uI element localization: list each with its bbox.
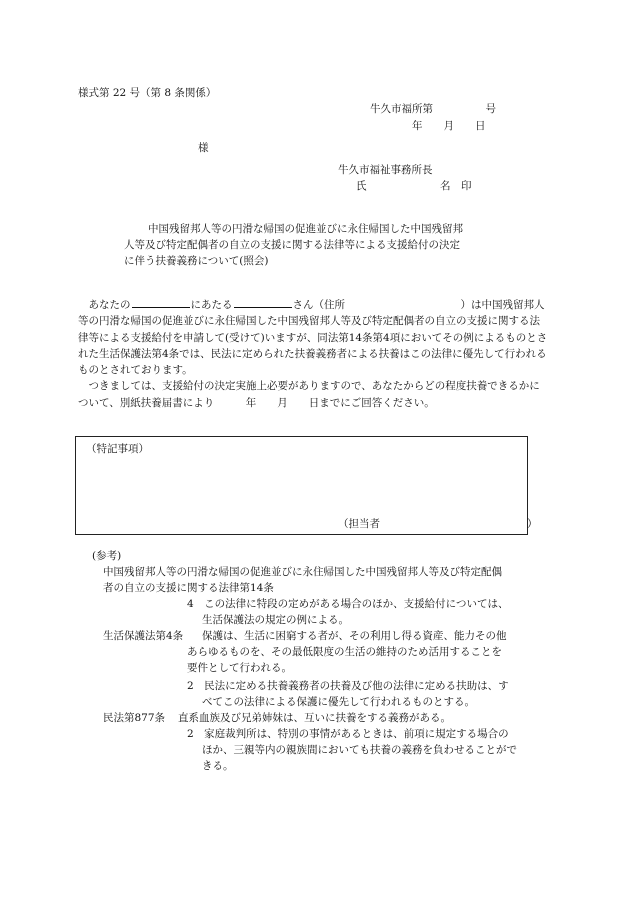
contact-person: （担当者 ）: [338, 518, 538, 530]
reference-heading: (参考): [92, 550, 122, 562]
title-line: に伴う扶養義務について(照会): [124, 255, 269, 267]
addressee: 様: [198, 142, 209, 154]
issue-date: 年 月 日: [412, 120, 486, 132]
reference-line: 2 民法に定める扶養義務者の扶養及び他の法律に定める扶助は、す: [187, 680, 509, 692]
reference-line: 者の自立の支援に関する法律第14条: [103, 582, 274, 594]
title-line: 中国残留邦人等の円滑な帰国の促進並びに永住帰国した中国残留邦: [148, 223, 463, 235]
reference-law-name: 生活保護法第4条: [103, 630, 184, 642]
reference-line: ほか、三親等内の親族間においても扶養の義務を負わせることがで: [202, 744, 517, 756]
form-number: 様式第 22 号（第 8 条関係）: [78, 87, 217, 99]
reference-line: 生活保護法の規定の例による。: [202, 614, 349, 626]
special-notes-label: （特記事項）: [86, 443, 149, 455]
reference-line: べてこの法律による保護に優先して行われるものとする。: [202, 696, 475, 708]
body-text-1: さん（住所 ）は中国残留邦人等の円滑な帰国の促進並びに永住帰国した中国残留邦人等及び特定配偶者の自立の支援に関する法律等による支援給付を申請して(受けて)いますが、同法第14条第4項においてその例によるものとされた生活保護法第4条では、民法に定められた扶養義務者による扶養はこの法律に優先して行われるものとされております。: [78, 299, 548, 377]
sender-title: 牛久市福祉事務所長: [338, 164, 433, 176]
sender-name: 氏 名 印: [356, 180, 472, 192]
body-paragraph-2: つきましては、支援給付の決定実施上必要がありますので、あなたからどの程度扶養できるかについて、別紙扶養届書により 年 月 日までにご回答ください。: [78, 380, 540, 409]
office-number: 牛久市福所第 号: [370, 103, 496, 115]
reference-law-name: 民法第877条: [103, 712, 166, 724]
reference-line: 中国残留邦人等の円滑な帰国の促進並びに永住帰国した中国残留邦人等及び特定配偶: [103, 566, 502, 578]
title-line: 人等及び特定配偶者の自立の支援に関する法律等による支援給付の決定: [124, 239, 460, 251]
reference-line: きる。: [202, 760, 234, 772]
reference-line: 2 家庭裁判所は、特別の事情があるときは、前項に規定する場合の: [187, 728, 509, 740]
relation-prefix: あなたの: [88, 299, 131, 311]
reference-line: あらゆるものを、その最低限度の生活の維持のため活用することを: [187, 646, 502, 658]
reference-line: 4 この法律に特段の定めがある場合のほか、支援給付については、: [187, 598, 509, 610]
relation-mid: にあたる: [190, 299, 233, 311]
reference-line: 保護は、生活に困窮する者が、その利用し得る資産、能力その他: [202, 630, 507, 642]
reference-line: 要件として行われる。: [187, 662, 292, 674]
reference-line: 直系血族及び兄弟姉妹は、互いに扶養をする義務がある。: [178, 712, 451, 724]
